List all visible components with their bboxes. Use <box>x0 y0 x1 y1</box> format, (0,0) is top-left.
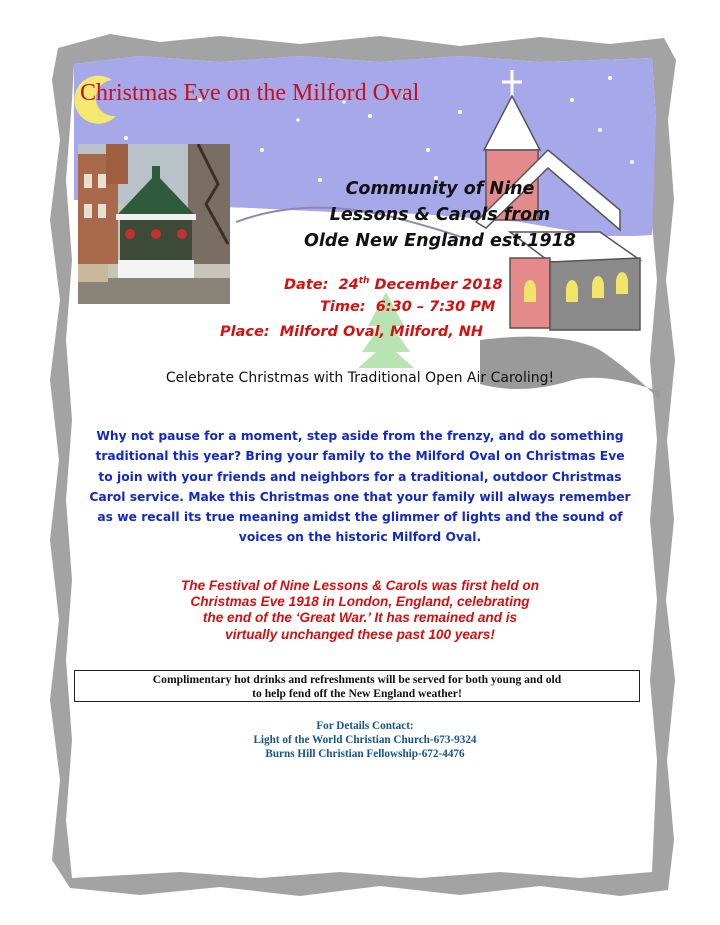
heading-line-3: Olde New England est.1918 <box>304 231 576 251</box>
invitation-paragraph <box>82 426 638 548</box>
history-line: Christmas Eve 1918 in London, England, celebrating <box>190 594 530 610</box>
gazebo-photo <box>78 144 230 304</box>
refreshments-box <box>74 670 640 702</box>
heading-line-2: Lessons & Carols from <box>329 205 551 225</box>
contact-line-1: Light of the World Christian Church-673-9324 <box>253 734 477 746</box>
invitation-line: Carol service. Make this Christmas one that your family will always remember <box>89 489 631 504</box>
contact-block <box>200 719 530 761</box>
event-date <box>284 276 503 293</box>
event-heading <box>250 176 630 254</box>
history-line: virtually unchanged these past 100 years! <box>225 626 495 642</box>
heading-line-1: Community of Nine <box>345 179 535 199</box>
date-day: 24 <box>338 276 359 293</box>
place-label: Place: <box>220 324 270 340</box>
place-value: Milford Oval, Milford, NH <box>279 324 484 340</box>
date-suffix: th <box>358 276 370 286</box>
invitation-line: to join with your friends and neighbors for a traditional, outdoor Christmas <box>98 469 622 484</box>
contact-line-2: Burns Hill Christian Fellowship-672-4476 <box>265 748 465 760</box>
celebrate-line: Celebrate Christmas with Traditional Open Air Caroling! <box>165 370 555 386</box>
invitation-line: traditional this year? Bring your family to the Milford Oval on Christmas Eve <box>95 449 625 464</box>
page-title: Christmas Eve on the Milford Oval <box>80 80 420 106</box>
event-place <box>220 324 483 340</box>
invitation-line: Why not pause for a moment, step aside from the frenzy, and do something <box>96 429 624 443</box>
date-rest: December 2018 <box>374 276 503 293</box>
invitation-line: as we recall its true meaning amidst the glimmer of lights and the sound of <box>97 510 623 525</box>
history-line: The Festival of Nine Lessons & Carols was first held on <box>180 578 540 593</box>
time-label: Time: <box>320 299 366 315</box>
history-line: the end of the ‘Great War.’ It has remained and is <box>202 610 518 626</box>
invitation-line: voices on the historic Milford Oval. <box>238 530 482 545</box>
refreshments-line: to help fend off the New England weather! <box>252 687 462 700</box>
time-value: 6:30 – 7:30 PM <box>375 299 496 315</box>
refreshments-line: Complimentary hot drinks and refreshments will be served for both young and old <box>152 673 562 686</box>
contact-heading: For Details Contact: <box>316 720 414 732</box>
date-label: Date: <box>284 276 329 293</box>
event-time <box>320 299 495 315</box>
history-paragraph <box>150 578 570 643</box>
